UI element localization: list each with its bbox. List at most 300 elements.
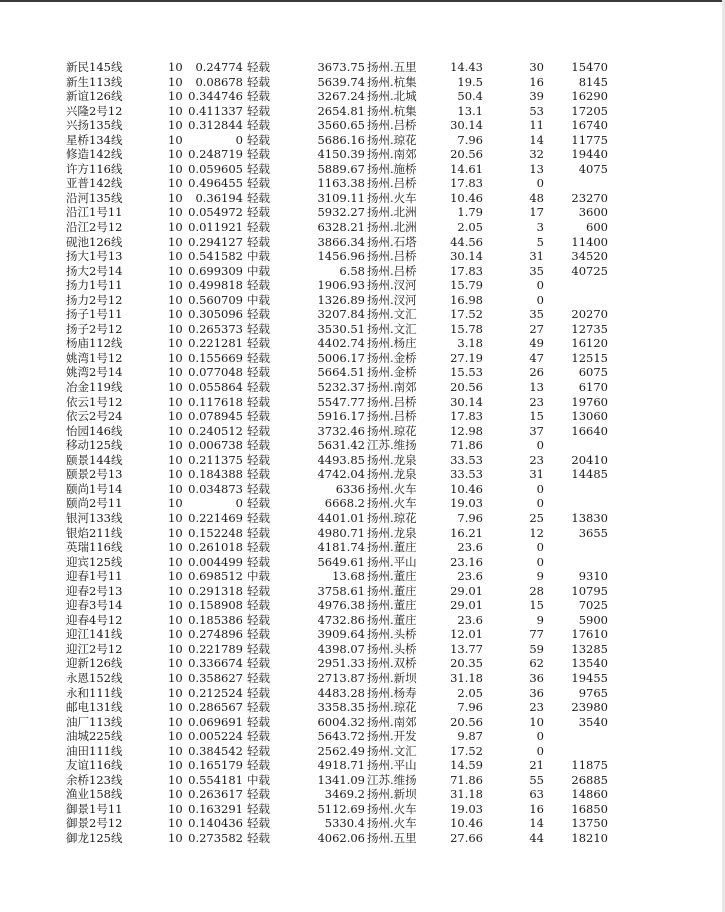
load-rate-cell: 0.344746 (188, 89, 243, 104)
capacity-cell: 4401.01 (317, 510, 365, 525)
capacity-cell: 3758.61 (317, 583, 365, 598)
voltage-cell: 10 (168, 438, 183, 453)
substation-cell: 扬州.龙泉 (367, 525, 417, 540)
count-cell: 23 (529, 452, 544, 467)
substation-cell: 扬州.汊河 (367, 278, 417, 293)
capacity-cell: 5112.69 (317, 801, 365, 816)
count-cell: 0 (536, 554, 544, 569)
line-name-cell: 御景2号12 (66, 816, 123, 831)
count-cell: 23 (529, 700, 544, 715)
capacity-cell: 3673.75 (317, 60, 365, 74)
amount-cell: 11875 (571, 758, 608, 773)
distance-cell: 29.01 (450, 598, 483, 613)
load-status-cell: 轻载 (247, 830, 270, 845)
load-status-cell: 中载 (247, 263, 270, 278)
distance-cell: 2.05 (457, 685, 483, 700)
load-status-cell: 轻载 (247, 801, 270, 816)
table-row (0, 758, 725, 773)
distance-cell: 23.16 (450, 554, 483, 569)
table-row (0, 75, 725, 90)
voltage-cell: 10 (168, 161, 183, 176)
substation-cell: 扬州.吕桥 (367, 394, 417, 409)
substation-cell: 扬州.杭集 (367, 103, 417, 118)
capacity-cell: 4402.74 (317, 336, 365, 351)
load-rate-cell: 0.077048 (188, 365, 243, 380)
load-rate-cell: 0.248719 (188, 147, 243, 162)
count-cell: 30 (529, 60, 544, 74)
table-row (0, 307, 725, 322)
table-row (0, 176, 725, 191)
substation-cell: 扬州.施桥 (367, 161, 417, 176)
voltage-cell: 10 (168, 627, 183, 642)
load-rate-cell: 0.054972 (188, 205, 243, 220)
line-name-cell: 颐景144线 (66, 452, 123, 467)
line-name-cell: 颐景2号13 (66, 467, 123, 482)
table-row (0, 322, 725, 337)
amount-cell: 16120 (571, 336, 608, 351)
distance-cell: 14.61 (450, 161, 483, 176)
distance-cell: 33.53 (450, 452, 483, 467)
capacity-cell: 3358.35 (317, 700, 365, 715)
capacity-cell: 5643.72 (317, 729, 365, 744)
distance-cell: 16.21 (450, 525, 483, 540)
voltage-cell: 10 (168, 641, 183, 656)
substation-cell: 扬州.新坝 (367, 787, 417, 802)
table-row (0, 613, 725, 628)
voltage-cell: 10 (168, 787, 183, 802)
count-cell: 63 (529, 787, 544, 802)
substation-cell: 扬州.五里 (367, 60, 417, 74)
count-cell: 0 (536, 292, 544, 307)
voltage-cell: 10 (168, 700, 183, 715)
table-row (0, 511, 725, 526)
table-row (0, 584, 725, 599)
capacity-cell: 2951.33 (317, 656, 365, 671)
load-rate-cell: 0.004499 (188, 554, 243, 569)
table-row (0, 787, 725, 802)
capacity-cell: 3267.24 (317, 89, 365, 104)
table-row (0, 496, 725, 511)
distance-cell: 3.18 (457, 336, 483, 351)
line-name-cell: 扬力2号12 (66, 292, 123, 307)
distance-cell: 12.98 (450, 423, 483, 438)
distance-cell: 30.14 (450, 249, 483, 264)
substation-cell: 扬州.琼花 (367, 423, 417, 438)
load-status-cell: 轻载 (247, 89, 270, 104)
load-status-cell: 轻载 (247, 103, 270, 118)
voltage-cell: 10 (168, 234, 183, 249)
voltage-cell: 10 (168, 263, 183, 278)
substation-cell: 扬州.南郊 (367, 714, 417, 729)
distance-cell: 15.53 (450, 365, 483, 380)
line-name-cell: 星桥134线 (66, 132, 123, 147)
load-rate-cell: 0.212524 (188, 685, 243, 700)
count-cell: 39 (529, 89, 544, 104)
voltage-cell: 10 (168, 656, 183, 671)
amount-cell: 13285 (571, 641, 608, 656)
count-cell: 0 (536, 481, 544, 496)
capacity-cell: 4493.85 (317, 452, 365, 467)
table-row (0, 191, 725, 206)
load-rate-cell: 0.336674 (188, 656, 243, 671)
voltage-cell: 10 (168, 321, 183, 336)
distance-cell: 20.56 (450, 380, 483, 395)
amount-cell: 8145 (578, 74, 608, 89)
table-row (0, 235, 725, 250)
amount-cell: 10795 (571, 583, 608, 598)
load-rate-cell: 0.163291 (188, 801, 243, 816)
count-cell: 9 (536, 569, 544, 584)
load-status-cell: 轻载 (247, 190, 270, 205)
count-cell: 13 (529, 380, 544, 395)
line-name-cell: 冶金119线 (66, 380, 123, 395)
substation-cell: 江苏.维扬 (367, 438, 417, 453)
amount-cell: 19760 (571, 394, 608, 409)
line-name-cell: 迎春1号11 (66, 569, 123, 584)
table-row (0, 380, 725, 395)
load-status-cell: 轻载 (247, 670, 270, 685)
voltage-cell: 10 (168, 801, 183, 816)
capacity-cell: 4062.06 (317, 830, 365, 845)
table-row (0, 264, 725, 279)
amount-cell: 40725 (571, 263, 608, 278)
table-row (0, 715, 725, 730)
load-rate-cell: 0.240512 (188, 423, 243, 438)
count-cell: 14 (529, 816, 544, 831)
load-status-cell: 轻载 (247, 525, 270, 540)
substation-cell: 扬州.董庄 (367, 583, 417, 598)
voltage-cell: 10 (168, 569, 183, 584)
count-cell: 16 (529, 801, 544, 816)
distance-cell: 44.56 (450, 234, 483, 249)
line-name-cell: 迎春3号14 (66, 598, 123, 613)
load-rate-cell: 0.499818 (188, 278, 243, 293)
table-row (0, 118, 725, 133)
voltage-cell: 10 (168, 481, 183, 496)
capacity-cell: 4181.74 (317, 540, 365, 555)
line-name-cell: 油厂113线 (66, 714, 123, 729)
voltage-cell: 10 (168, 278, 183, 293)
count-cell: 49 (529, 336, 544, 351)
capacity-cell: 5932.27 (317, 205, 365, 220)
line-name-cell: 新生113线 (66, 74, 123, 89)
distance-cell: 23.6 (457, 612, 483, 627)
distance-cell: 17.83 (450, 409, 483, 424)
count-cell: 3 (536, 220, 544, 235)
count-cell: 47 (529, 350, 544, 365)
line-name-cell: 迎春4号12 (66, 612, 123, 627)
amount-cell: 16640 (571, 423, 608, 438)
substation-cell: 扬州.董庄 (367, 598, 417, 613)
distance-cell: 17.83 (450, 176, 483, 191)
load-rate-cell: 0.273582 (188, 830, 243, 845)
substation-cell: 扬州.文汇 (367, 321, 417, 336)
distance-cell: 17.52 (450, 307, 483, 322)
load-status-cell: 轻载 (247, 132, 270, 147)
count-cell: 0 (536, 438, 544, 453)
line-name-cell: 颐尚1号14 (66, 481, 123, 496)
voltage-cell: 10 (168, 118, 183, 133)
line-name-cell: 永和111线 (66, 685, 123, 700)
load-rate-cell: 0.261018 (188, 540, 243, 555)
substation-cell: 扬州.龙泉 (367, 467, 417, 482)
substation-cell: 扬州.杭集 (367, 74, 417, 89)
distance-cell: 19.03 (450, 496, 483, 511)
distance-cell: 23.6 (457, 540, 483, 555)
count-cell: 0 (536, 278, 544, 293)
table-row (0, 60, 725, 75)
load-status-cell: 轻载 (247, 350, 270, 365)
substation-cell: 扬州.文汇 (367, 743, 417, 758)
count-cell: 0 (536, 540, 544, 555)
load-rate-cell: 0.221281 (188, 336, 243, 351)
table-row (0, 744, 725, 759)
load-status-cell: 轻载 (247, 656, 270, 671)
amount-cell: 5900 (578, 612, 608, 627)
count-cell: 59 (529, 641, 544, 656)
count-cell: 21 (529, 758, 544, 773)
table-row (0, 816, 725, 831)
count-cell: 0 (536, 176, 544, 191)
table-row (0, 133, 725, 148)
substation-cell: 扬州.石塔 (367, 234, 417, 249)
line-name-cell: 亚普142线 (66, 176, 123, 191)
count-cell: 12 (529, 525, 544, 540)
count-cell: 55 (529, 772, 544, 787)
load-status-cell: 轻载 (247, 118, 270, 133)
line-name-cell: 沿河135线 (66, 190, 123, 205)
voltage-cell: 10 (168, 365, 183, 380)
amount-cell: 4075 (578, 161, 608, 176)
distance-cell: 27.19 (450, 350, 483, 365)
load-status-cell: 中载 (247, 772, 270, 787)
substation-cell: 扬州.吕桥 (367, 409, 417, 424)
load-status-cell: 中载 (247, 249, 270, 264)
load-status-cell: 轻载 (247, 234, 270, 249)
load-status-cell: 轻载 (247, 147, 270, 162)
voltage-cell: 10 (168, 496, 183, 511)
substation-cell: 扬州.杨庄 (367, 336, 417, 351)
line-name-cell: 余桥123线 (66, 772, 123, 787)
line-name-cell: 沿江1号11 (66, 205, 123, 220)
capacity-cell: 6004.32 (317, 714, 365, 729)
distance-cell: 33.53 (450, 467, 483, 482)
substation-cell: 扬州.头桥 (367, 627, 417, 642)
load-rate-cell: 0.221789 (188, 641, 243, 656)
substation-cell: 扬州.琼花 (367, 510, 417, 525)
load-status-cell: 中载 (247, 569, 270, 584)
load-status-cell: 轻载 (247, 510, 270, 525)
distance-cell: 15.79 (450, 278, 483, 293)
amount-cell: 14860 (571, 787, 608, 802)
line-name-cell: 扬力1号11 (66, 278, 123, 293)
voltage-cell: 10 (168, 89, 183, 104)
capacity-cell: 5916.17 (317, 409, 365, 424)
distance-cell: 2.05 (457, 220, 483, 235)
line-name-cell: 扬子1号11 (66, 307, 123, 322)
line-name-cell: 砚池126线 (66, 234, 123, 249)
capacity-cell: 5232.37 (317, 380, 365, 395)
distance-cell: 10.46 (450, 190, 483, 205)
amount-cell: 16290 (571, 89, 608, 104)
load-status-cell: 轻载 (247, 700, 270, 715)
distance-cell: 19.5 (457, 74, 483, 89)
distance-cell: 30.14 (450, 394, 483, 409)
table-row (0, 351, 725, 366)
amount-cell: 16740 (571, 118, 608, 133)
distance-cell: 17.83 (450, 263, 483, 278)
table-row (0, 482, 725, 497)
voltage-cell: 10 (168, 103, 183, 118)
load-status-cell: 轻载 (247, 758, 270, 773)
capacity-cell: 3469.2 (324, 787, 365, 802)
load-rate-cell: 0.221469 (188, 510, 243, 525)
line-name-cell: 银河133线 (66, 510, 123, 525)
line-name-cell: 渔业158线 (66, 787, 123, 802)
count-cell: 11 (529, 118, 544, 133)
line-name-cell: 油城225线 (66, 729, 123, 744)
table-row (0, 686, 725, 701)
voltage-cell: 10 (168, 74, 183, 89)
substation-cell: 扬州.新坝 (367, 670, 417, 685)
distance-cell: 31.18 (450, 670, 483, 685)
amount-cell: 9310 (578, 569, 608, 584)
distance-cell: 9.87 (457, 729, 483, 744)
line-name-cell: 迎春2号13 (66, 583, 123, 598)
load-status-cell: 轻载 (247, 685, 270, 700)
table-row (0, 162, 725, 177)
capacity-cell: 4150.39 (317, 147, 365, 162)
load-status-cell: 轻载 (247, 641, 270, 656)
voltage-cell: 10 (168, 729, 183, 744)
load-rate-cell: 0.541582 (188, 249, 243, 264)
load-rate-cell: 0.294127 (188, 234, 243, 249)
load-status-cell: 轻载 (247, 816, 270, 831)
capacity-cell: 5686.16 (317, 132, 365, 147)
voltage-cell: 10 (168, 670, 183, 685)
substation-cell: 扬州.南郊 (367, 147, 417, 162)
capacity-cell: 3909.64 (317, 627, 365, 642)
table-row (0, 365, 725, 380)
load-status-cell: 轻载 (247, 161, 270, 176)
line-name-cell: 迎宾125线 (66, 554, 123, 569)
count-cell: 16 (529, 74, 544, 89)
table-row (0, 467, 725, 482)
load-status-cell: 轻载 (247, 598, 270, 613)
amount-cell: 13060 (571, 409, 608, 424)
count-cell: 77 (529, 627, 544, 642)
distance-cell: 10.46 (450, 816, 483, 831)
capacity-cell: 13.68 (332, 569, 365, 584)
load-rate-cell: 0.286567 (188, 700, 243, 715)
capacity-cell: 5330.4 (324, 816, 365, 831)
amount-cell: 3540 (578, 714, 608, 729)
line-name-cell: 友谊116线 (66, 758, 123, 773)
load-rate-cell: 0.698512 (188, 569, 243, 584)
voltage-cell: 10 (168, 176, 183, 191)
distance-cell: 71.86 (450, 772, 483, 787)
line-name-cell: 御景1号11 (66, 801, 123, 816)
voltage-cell: 10 (168, 147, 183, 162)
amount-cell: 3600 (578, 205, 608, 220)
line-name-cell: 邮电131线 (66, 700, 123, 715)
substation-cell: 扬州.龙泉 (367, 452, 417, 467)
voltage-cell: 10 (168, 409, 183, 424)
count-cell: 14 (529, 132, 544, 147)
distance-cell: 29.01 (450, 583, 483, 598)
voltage-cell: 10 (168, 714, 183, 729)
distance-cell: 7.96 (457, 700, 483, 715)
line-name-cell: 扬大1号13 (66, 249, 123, 264)
amount-cell: 34520 (571, 249, 608, 264)
voltage-cell: 10 (168, 350, 183, 365)
capacity-cell: 1906.93 (317, 278, 365, 293)
amount-cell: 19455 (571, 670, 608, 685)
load-status-cell: 轻载 (247, 394, 270, 409)
line-name-cell: 兴隆2号12 (66, 103, 123, 118)
capacity-cell: 2562.49 (317, 743, 365, 758)
substation-cell: 扬州.吕桥 (367, 118, 417, 133)
line-name-cell: 怡园146线 (66, 423, 123, 438)
load-status-cell: 轻载 (247, 74, 270, 89)
count-cell: 62 (529, 656, 544, 671)
table-row (0, 395, 725, 410)
substation-cell: 扬州.头桥 (367, 641, 417, 656)
load-status-cell: 轻载 (247, 336, 270, 351)
line-name-cell: 新民145线 (66, 60, 123, 74)
substation-cell: 扬州.平山 (367, 554, 417, 569)
load-rate-cell: 0.185386 (188, 612, 243, 627)
distance-cell: 7.96 (457, 510, 483, 525)
table-row (0, 569, 725, 584)
distance-cell: 7.96 (457, 132, 483, 147)
distance-cell: 12.01 (450, 627, 483, 642)
voltage-cell: 10 (168, 60, 183, 74)
line-name-cell: 依云2号24 (66, 409, 123, 424)
count-cell: 9 (536, 612, 544, 627)
table-row (0, 773, 725, 788)
voltage-cell: 10 (168, 758, 183, 773)
load-status-cell: 轻载 (247, 583, 270, 598)
substation-cell: 扬州.北洲 (367, 205, 417, 220)
count-cell: 44 (529, 830, 544, 845)
count-cell: 15 (529, 598, 544, 613)
amount-cell: 18210 (571, 830, 608, 845)
count-cell: 27 (529, 321, 544, 336)
capacity-cell: 4742.04 (317, 467, 365, 482)
capacity-cell: 6.58 (339, 263, 365, 278)
substation-cell: 扬州.杨寿 (367, 685, 417, 700)
substation-cell: 扬州.吕桥 (367, 263, 417, 278)
amount-cell: 16850 (571, 801, 608, 816)
load-status-cell: 轻载 (247, 481, 270, 496)
line-name-cell: 油田111线 (66, 743, 123, 758)
amount-cell: 6075 (578, 365, 608, 380)
load-status-cell: 轻载 (247, 176, 270, 191)
count-cell: 31 (529, 467, 544, 482)
line-name-cell: 扬子2号12 (66, 321, 123, 336)
load-rate-cell: 0.560709 (188, 292, 243, 307)
table-row (0, 249, 725, 264)
load-status-cell: 轻载 (247, 278, 270, 293)
table-row (0, 526, 725, 541)
capacity-cell: 1163.38 (317, 176, 365, 191)
table-row (0, 642, 725, 657)
count-cell: 31 (529, 249, 544, 264)
amount-cell: 12735 (571, 321, 608, 336)
distance-cell: 71.86 (450, 438, 483, 453)
amount-cell: 23270 (571, 190, 608, 205)
